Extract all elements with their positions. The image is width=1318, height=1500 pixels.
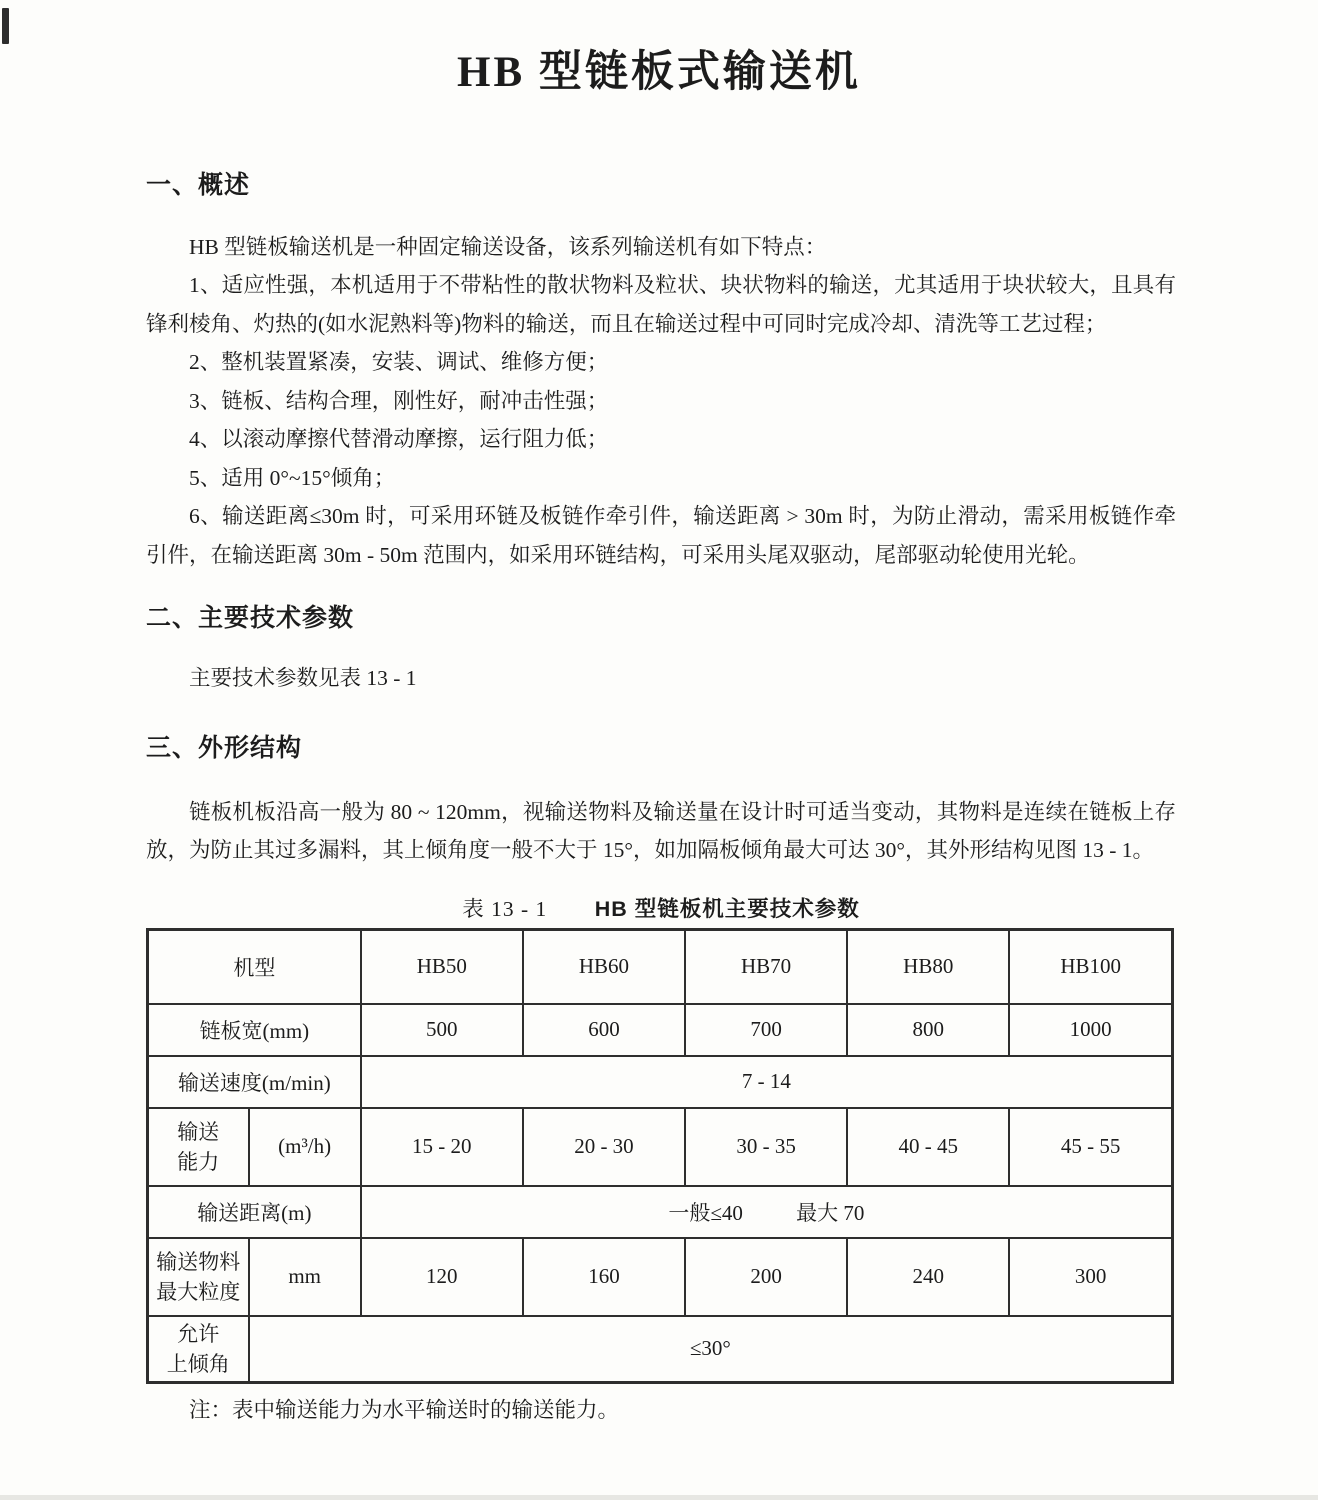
angle-value: ≤30° [249, 1316, 1173, 1383]
table-row-plate-width [148, 1004, 1173, 1056]
table-caption [146, 894, 1176, 924]
table-note: 注：表中输送能力为水平输送时的输送能力。 [189, 1397, 620, 1422]
document-content [146, 169, 1176, 1424]
grain-value: 160 [523, 1238, 685, 1316]
feature-item-3: 3、链板、结构合理，刚性好，耐冲击性强； [189, 388, 609, 413]
model-name-cell: HB80 [847, 929, 1009, 1004]
row-label-distance: 输送距离(m) [148, 1186, 361, 1238]
distance-max: 最大 70 [796, 1200, 865, 1225]
capacity-value: 20 - 30 [523, 1108, 685, 1186]
table-caption-number: 表 13 - 1 [462, 896, 548, 921]
capacity-label-line2: 能力 [177, 1149, 220, 1174]
grain-value: 240 [847, 1238, 1009, 1316]
distance-general: 一般≤40 [668, 1200, 743, 1225]
table-caption-title: HB 型链板机主要技术参数 [594, 896, 860, 921]
capacity-unit: (m³/h) [249, 1108, 361, 1186]
grain-label-line2: 最大粒度 [156, 1279, 241, 1304]
feature-item-1: 1、适应性强，本机适用于不带粘性的散状物料及粒状、块状物料的输送，尤其适用于块状较大，且具有锋利棱角、灼热的(如水泥熟料等)物料的输送，而且在输送过程中可同时完成冷却、清洗等工艺过程； [146, 273, 1176, 336]
parameters-table [146, 928, 1174, 1384]
grain-unit: mm [249, 1238, 361, 1316]
model-name-cell: HB70 [685, 929, 847, 1004]
plate-width-value: 600 [523, 1004, 685, 1056]
section-heading-structure: 三、外形结构 [146, 733, 303, 762]
distance-value [361, 1186, 1173, 1238]
grain-label-line1: 输送物料 [156, 1249, 241, 1274]
model-name-cell: HB100 [1009, 929, 1172, 1004]
feature-item-2: 2、整机装置紧凑，安装、调试、维修方便； [189, 350, 609, 375]
model-name-cell: HB60 [523, 929, 685, 1004]
grain-value: 300 [1009, 1238, 1172, 1316]
row-label-capacity [148, 1108, 249, 1186]
table-row-speed [148, 1056, 1173, 1108]
angle-label-line2: 上倾角 [166, 1351, 230, 1376]
table-header-model-label: 机型 [148, 929, 361, 1004]
model-name-cell: HB50 [361, 929, 523, 1004]
section-heading-parameters: 二、主要技术参数 [146, 604, 355, 633]
plate-width-value: 700 [685, 1004, 847, 1056]
plate-width-value: 500 [361, 1004, 523, 1056]
grain-value: 120 [361, 1238, 523, 1316]
row-label-speed: 输送速度(m/min) [148, 1056, 361, 1108]
angle-label-line1: 允许 [177, 1321, 220, 1346]
structure-description: 链板机板沿高一般为 80 ~ 120mm，视输送物料及输送量在设计时可适当变动，其物料是连续在链板上存放，为防止其过多漏料，其上倾角度一般不大于 15°，如加隔板倾角最大可达 30°，其外形结构见图 13 - 1。 [146, 799, 1176, 863]
table-row-capacity [148, 1108, 1173, 1186]
plate-width-value: 800 [847, 1004, 1009, 1056]
speed-value: 7 - 14 [361, 1056, 1173, 1108]
section-heading-overview: 一、概述 [146, 170, 251, 199]
table-row-distance [148, 1186, 1173, 1238]
row-label-plate-width: 链板宽(mm) [148, 1004, 361, 1056]
grain-value: 200 [685, 1238, 847, 1316]
capacity-value: 40 - 45 [847, 1108, 1009, 1186]
scan-bottom-edge [0, 1495, 1318, 1500]
feature-item-4: 4、以滚动摩擦代替滑动摩擦，运行阻力低； [189, 427, 609, 452]
table-row-incline-angle [148, 1316, 1173, 1383]
page-title: HB 型链板式输送机 [457, 48, 861, 96]
scan-artifact-mark [2, 8, 9, 44]
plate-width-value: 1000 [1009, 1004, 1172, 1056]
overview-intro: HB 型链板输送机是一种固定输送设备，该系列输送机有如下特点： [189, 234, 827, 259]
row-label-grain-size [148, 1238, 249, 1316]
capacity-value: 45 - 55 [1009, 1108, 1172, 1186]
parameters-reference-text: 主要技术参数见表 13 - 1 [189, 666, 417, 691]
table-row-models [148, 929, 1173, 1004]
table-row-grain-size [148, 1238, 1173, 1316]
row-label-incline-angle [148, 1316, 249, 1383]
feature-item-5: 5、适用 0°~15°倾角； [189, 465, 396, 490]
capacity-label-line1: 输送 [177, 1119, 220, 1144]
capacity-value: 15 - 20 [361, 1108, 523, 1186]
feature-item-6: 6、输送距离≤30m 时，可采用环链及板链作牵引件，输送距离 > 30m 时，为防止滑动，需采用板链作牵引件，在输送距离 30m - 50m 范围内，如采用环链结构，可采用头尾双驱动，尾部驱动轮使用光轮。 [146, 504, 1176, 567]
capacity-value: 30 - 35 [685, 1108, 847, 1186]
